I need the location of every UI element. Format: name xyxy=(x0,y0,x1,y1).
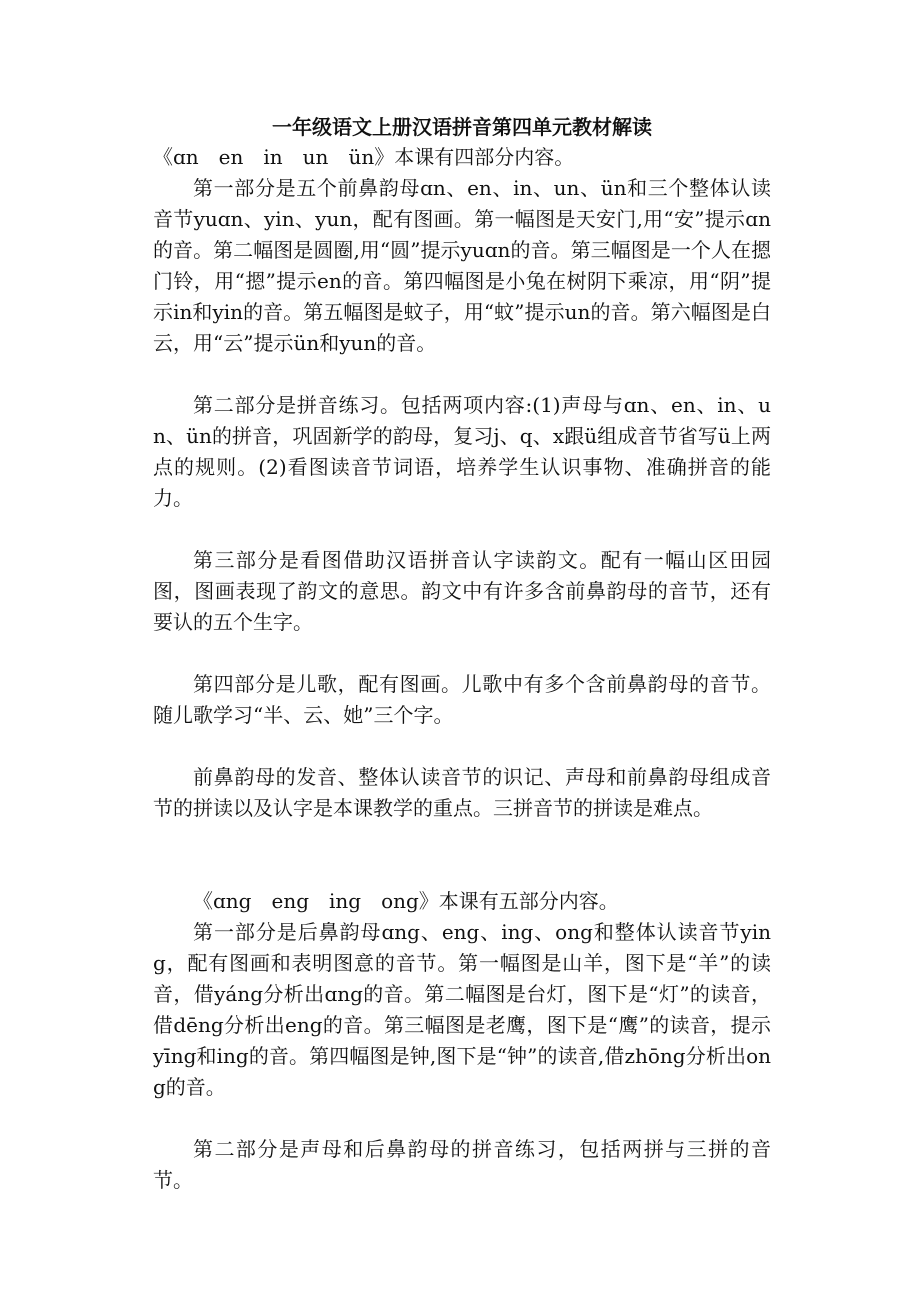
lesson-2-section xyxy=(153,886,771,1196)
paragraph-spacer xyxy=(153,638,771,669)
document-title: 一年级语文上册汉语拼音第四单元教材解读 xyxy=(272,115,652,139)
lesson-2-heading: 《ɑng eng ing ong》本课有五部分内容。 xyxy=(193,889,619,913)
lesson-1-paragraph-3: 第三部分是看图借助汉语拼音认字读韵文。配有一幅山区田园图，图画表现了韵文的意思。韵文中有许多含前鼻韵母的音节，还有要认的五个生字。 xyxy=(153,548,771,634)
lesson-1-paragraph-4: 第四部分是儿歌，配有图画。儿歌中有多个含前鼻韵母的音节。随儿歌学习“半、云、她”三个字。 xyxy=(153,672,771,727)
paragraph-spacer xyxy=(153,359,771,390)
paragraph-spacer xyxy=(153,1103,771,1134)
lesson-2-paragraph-2: 第二部分是声母和后鼻韵母的拼音练习，包括两拼与三拼的音节。 xyxy=(153,1137,771,1192)
lesson-2-paragraph-1: 第一部分是后鼻韵母ɑng、eng、ing、ong和整体认读音节ying，配有图画和表明图意的音节。第一幅图是山羊，图下是“羊”的读音，借yáng分析出ɑng的音。第二幅图是台灯，图下是“灯”的读音，借dēng分析出eng的音。第三幅图是老鹰，图下是“鹰”的读音，提示yīng和ing的音。第四幅图是钟,图下是“钟”的读音,借zhōng分析出ong的音。 xyxy=(153,920,771,1099)
paragraph-spacer xyxy=(153,731,771,762)
lesson-1-paragraph-5: 前鼻韵母的发音、整体认读音节的识记、声母和前鼻韵母组成音节的拼读以及认字是本课教学的重点。三拼音节的拼读是难点。 xyxy=(153,765,771,820)
document-body xyxy=(153,112,771,1196)
paragraph-spacer xyxy=(153,514,771,545)
section-spacer xyxy=(153,824,771,886)
lesson-1-heading: 《ɑn en in un ün》本课有四部分内容。 xyxy=(153,145,575,169)
lesson-1-paragraph-1: 第一部分是五个前鼻韵母ɑn、en、in、un、ün和三个整体认读音节yuɑn、yin、yun，配有图画。第一幅图是天安门,用“安”提示ɑn的音。第二幅图是圆圈,用“圆”提示yuɑn的音。第三幅图是一个人在摁门铃，用“摁”提示en的音。第四幅图是小兔在树阴下乘凉，用“阴”提示in和yin的音。第五幅图是蚊子，用“蚊”提示un的音。第六幅图是白云，用“云”提示ün和yun的音。 xyxy=(153,176,771,355)
lesson-1-section xyxy=(153,142,771,824)
lesson-1-paragraph-2: 第二部分是拼音练习。包括两项内容:(1)声母与ɑn、en、in、un、ün的拼音，巩固新学的韵母，复习j、q、x跟ü组成音节省写ü上两点的规则。(2)看图读音节词语，培养学生认识事物、准确拼音的能力。 xyxy=(153,393,771,510)
